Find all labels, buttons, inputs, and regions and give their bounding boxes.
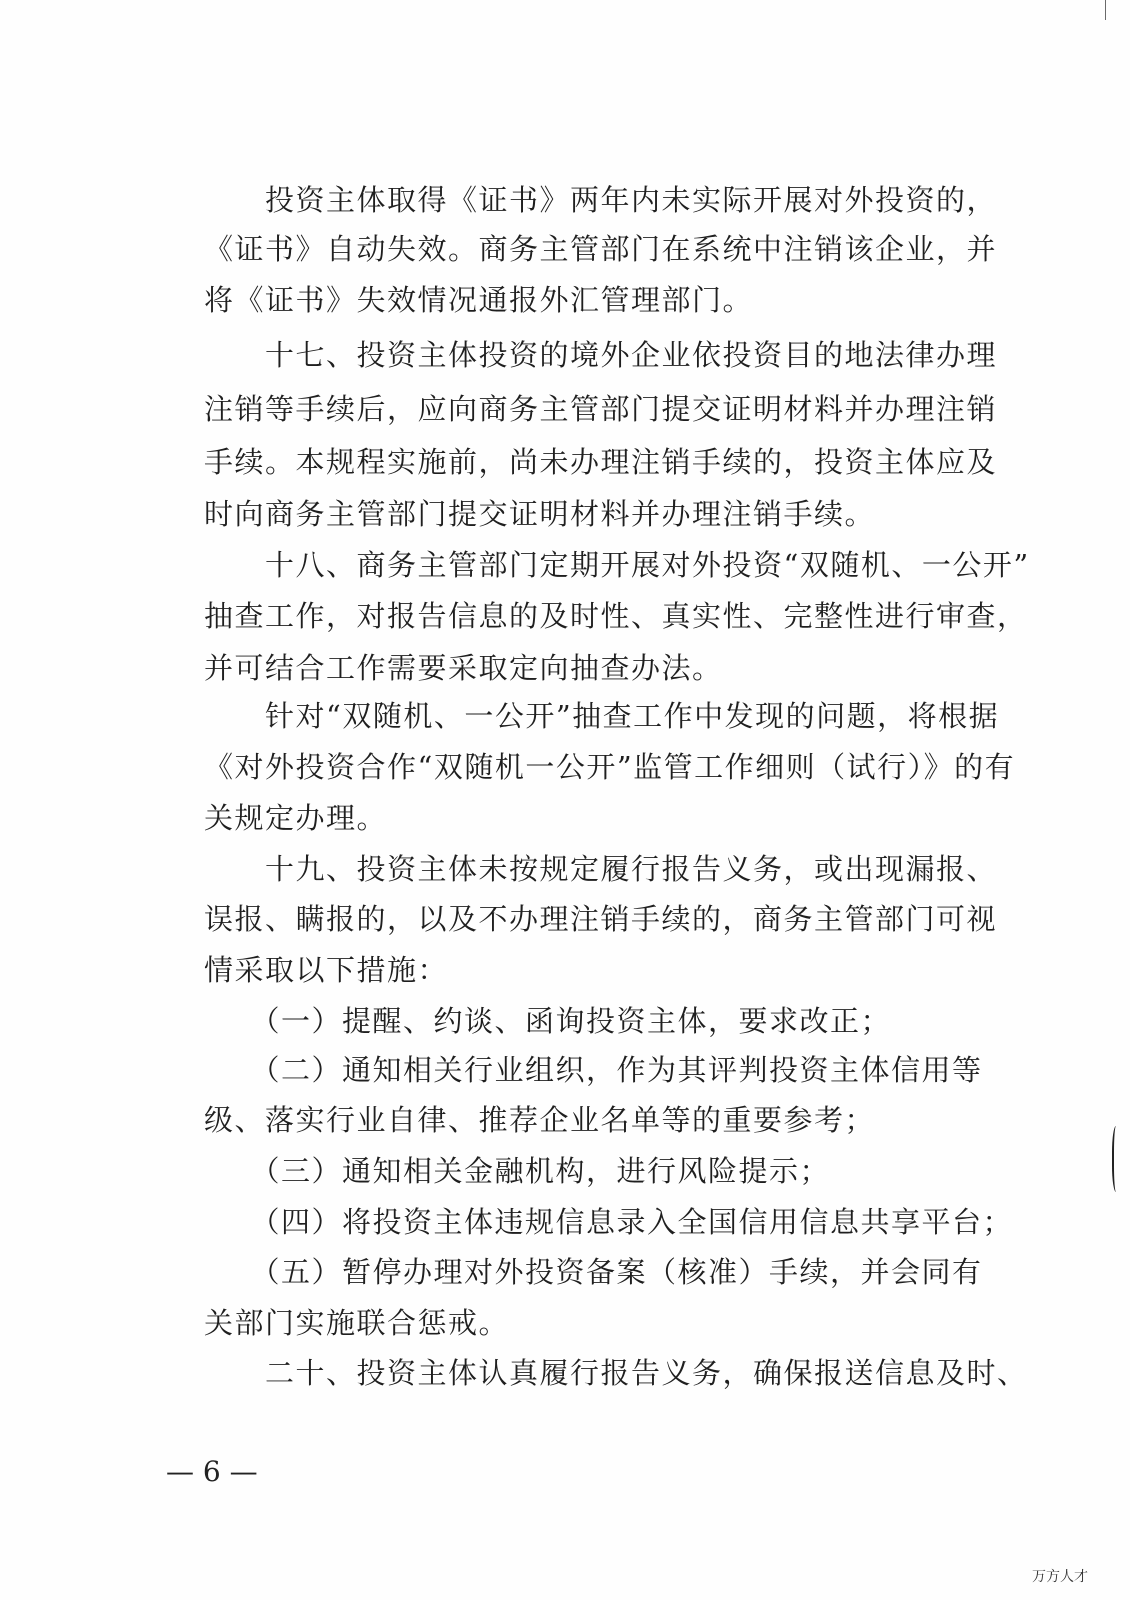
text-line: 十八、商务主管部门定期开展对外投资“双随机、一公开” — [204, 548, 1030, 582]
text-line: 并可结合工作需要采取定向抽查办法。 — [204, 651, 723, 685]
edge-mark — [1112, 1126, 1122, 1192]
binding-mark — [1105, 0, 1114, 20]
text-line: 注销等手续后，应向商务主管部门提交证明材料并办理注销 — [204, 392, 998, 426]
text-line: 关部门实施联合惩戒。 — [204, 1306, 510, 1340]
text-line: 时向商务主管部门提交证明材料并办理注销手续。 — [204, 497, 876, 531]
text-line: 关规定办理。 — [204, 801, 388, 835]
text-line: 《对外投资合作“双随机一公开”监管工作细则（试行）》的有 — [204, 750, 1016, 784]
text-line: 二十、投资主体认真履行报告义务，确保报送信息及时、 — [204, 1356, 1028, 1390]
page-number: — 6 — — [166, 1455, 258, 1488]
text-line: 投资主体取得《证书》两年内未实际开展对外投资的， — [204, 183, 998, 217]
text-line: 针对“双随机、一公开”抽查工作中发现的问题，将根据 — [204, 699, 1000, 733]
text-line: 手续。本规程实施前，尚未办理注销手续的，投资主体应及 — [204, 445, 998, 479]
text-line: （五）暂停办理对外投资备案（核准）手续，并会同有 — [204, 1255, 983, 1289]
text-line: 级、落实行业自律、推荐企业名单等的重要参考； — [204, 1103, 876, 1137]
text-line: 十七、投资主体投资的境外企业依投资目的地法律办理 — [204, 338, 998, 372]
text-line: 情采取以下措施： — [204, 953, 449, 987]
text-line: 《证书》自动失效。商务主管部门在系统中注销该企业，并 — [204, 232, 998, 266]
text-line: （一）提醒、约谈、函询投资主体，要求改正； — [204, 1004, 892, 1038]
text-line: （三）通知相关金融机构，进行风险提示； — [204, 1154, 831, 1188]
text-line: 十九、投资主体未按规定履行报告义务，或出现漏报、 — [204, 852, 998, 886]
text-line: （二）通知相关行业组织，作为其评判投资主体信用等 — [204, 1053, 983, 1087]
watermark: 万方人才 — [1032, 1569, 1088, 1585]
text-line: 误报、瞒报的，以及不办理注销手续的，商务主管部门可视 — [204, 902, 998, 936]
text-line: 将《证书》失效情况通报外汇管理部门。 — [204, 283, 754, 317]
text-line: 抽查工作，对报告信息的及时性、真实性、完整性进行审查， — [204, 599, 1028, 633]
text-line: （四）将投资主体违规信息录入全国信用信息共享平台； — [204, 1205, 1014, 1239]
